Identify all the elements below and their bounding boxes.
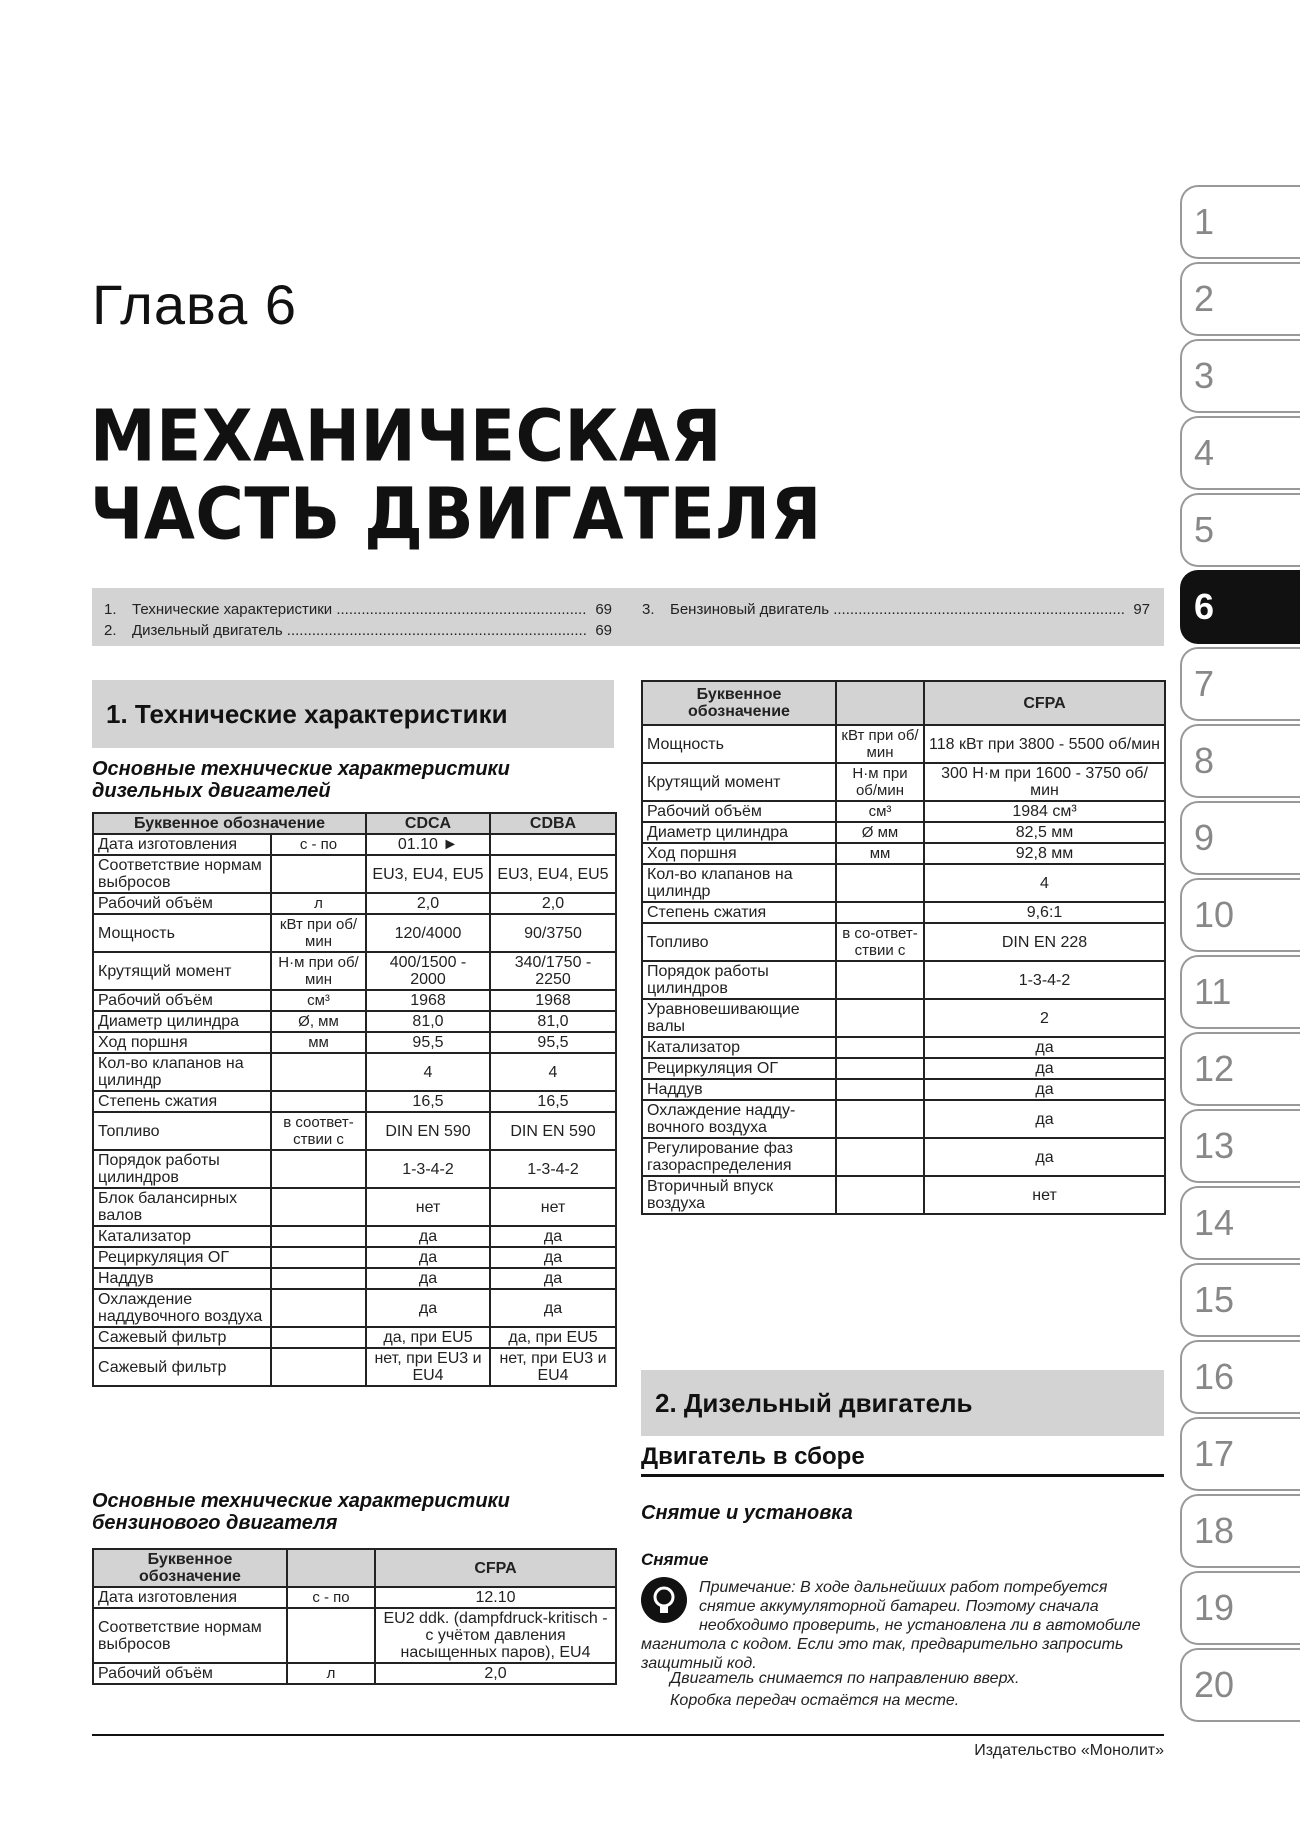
table-row: [93, 1587, 616, 1608]
spec-unit-cell: с - по: [287, 1587, 375, 1608]
spec-unit-cell: [836, 902, 924, 923]
spec-value-cell: 1968: [490, 990, 616, 1011]
spec-unit-cell: [271, 1091, 366, 1112]
spec-unit-cell: [271, 1348, 366, 1386]
table-row: [93, 834, 616, 855]
table-row: [93, 952, 616, 990]
spec-value-cell: 118 кВт при 3800 - 5500 об/мин: [924, 725, 1165, 763]
diesel-specs-table: [92, 812, 617, 1387]
spec-value-cell: 90/3750: [490, 914, 616, 952]
spec-unit-cell: [836, 1037, 924, 1058]
spec-value-cell: 2,0: [375, 1663, 616, 1684]
spec-value-cell: 340/1750 - 2250: [490, 952, 616, 990]
table-header: CDBA: [490, 813, 616, 834]
chapter-tab-1[interactable]: 1: [1180, 185, 1300, 259]
title-line-1: МЕХАНИЧЕСКАЯ: [90, 394, 722, 478]
spec-value-cell: DIN EN 228: [924, 923, 1165, 961]
procedure-title: Снятие и установка: [641, 1502, 853, 1524]
spec-name-cell: Охлаждение наддувочного воздуха: [93, 1289, 271, 1327]
table-row: [93, 1226, 616, 1247]
spec-value-cell: 4: [490, 1053, 616, 1091]
table-header: Буквенное обозначение: [93, 813, 366, 834]
chapter-title: [90, 394, 822, 556]
spec-unit-cell: [271, 1053, 366, 1091]
table-row: [642, 1100, 1165, 1138]
chapter-tab-7[interactable]: 7: [1180, 647, 1300, 721]
spec-value-cell: 16,5: [490, 1091, 616, 1112]
petrol-specs-heading: Основные технические характеристики бензинового двигателя: [92, 1490, 510, 1534]
table-header: [287, 1549, 375, 1587]
instruction-line: Двигатель снимается по направлению вверх.: [670, 1670, 1020, 1687]
petrol-specs-table-2: [641, 680, 1166, 1215]
spec-value-cell: 01.10 ►: [366, 834, 490, 855]
table-row: [93, 893, 616, 914]
spec-name-cell: Сажевый фильтр: [93, 1348, 271, 1386]
spec-unit-cell: Н·м при об/мин: [836, 763, 924, 801]
table-row: [642, 961, 1165, 999]
spec-name-cell: Катализатор: [642, 1037, 836, 1058]
table-row: [93, 1247, 616, 1268]
spec-value-cell: EU3, EU4, EU5: [366, 855, 490, 893]
spec-unit-cell: кВт при об/мин: [271, 914, 366, 952]
toc-page: 69: [595, 622, 612, 639]
spec-name-cell: Топливо: [93, 1112, 271, 1150]
spec-value-cell: 1-3-4-2: [490, 1150, 616, 1188]
spec-value-cell: DIN EN 590: [366, 1112, 490, 1150]
spec-name-cell: Катализатор: [93, 1226, 271, 1247]
chapter-tab-13[interactable]: 13: [1180, 1109, 1300, 1183]
spec-name-cell: Блок балансирных валов: [93, 1188, 271, 1226]
table-header: CFPA: [924, 681, 1165, 725]
toc-num: 2.: [104, 622, 117, 639]
spec-name-cell: Соответствие нормам выбросов: [93, 855, 271, 893]
table-row: [642, 801, 1165, 822]
spec-unit-cell: [836, 1176, 924, 1214]
chapter-tab-4[interactable]: 4: [1180, 416, 1300, 490]
toc-label: Технические характеристики .....: [132, 601, 586, 618]
table-row: [93, 1348, 616, 1386]
spec-value-cell: нет, при EU3 и EU4: [490, 1348, 616, 1386]
spec-name-cell: Вторичный впуск воздуха: [642, 1176, 836, 1214]
chapter-tab-3[interactable]: 3: [1180, 339, 1300, 413]
spec-unit-cell: [836, 961, 924, 999]
section-heading-2: 2. Дизельный двигатель: [641, 1370, 1164, 1436]
spec-unit-cell: [271, 1289, 366, 1327]
lightbulb-icon: [641, 1577, 687, 1623]
spec-name-cell: Кол-во клапанов на цилиндр: [93, 1053, 271, 1091]
spec-unit-cell: в соответ-ствии с: [271, 1112, 366, 1150]
spec-name-cell: Крутящий момент: [642, 763, 836, 801]
title-line-2: ЧАСТЬ ДВИГАТЕЛЯ: [90, 472, 822, 556]
spec-name-cell: Рабочий объём: [93, 990, 271, 1011]
spec-name-cell: Наддув: [642, 1079, 836, 1100]
chapter-tab-2[interactable]: 2: [1180, 262, 1300, 336]
table-row: [93, 914, 616, 952]
spec-name-cell: Порядок работы цилиндров: [93, 1150, 271, 1188]
spec-unit-cell: Н·м при об/мин: [271, 952, 366, 990]
table-row: [642, 902, 1165, 923]
chapter-tab-15[interactable]: 15: [1180, 1263, 1300, 1337]
spec-value-cell: да: [924, 1138, 1165, 1176]
spec-name-cell: Наддув: [93, 1268, 271, 1289]
spec-name-cell: Кол-во клапанов на цилиндр: [642, 864, 836, 902]
spec-value-cell: 92,8 мм: [924, 843, 1165, 864]
spec-value-cell: 1-3-4-2: [924, 961, 1165, 999]
table-row: [93, 1268, 616, 1289]
spec-name-cell: Сажевый фильтр: [93, 1327, 271, 1348]
spec-unit-cell: [836, 1058, 924, 1079]
spec-value-cell: 4: [366, 1053, 490, 1091]
chapter-tab-5[interactable]: 5: [1180, 493, 1300, 567]
spec-unit-cell: [836, 999, 924, 1037]
spec-value-cell: да: [366, 1247, 490, 1268]
spec-name-cell: Ход поршня: [93, 1032, 271, 1053]
spec-unit-cell: в со-ответ-ствии с: [836, 923, 924, 961]
toc-page: 97: [1133, 601, 1150, 618]
spec-value-cell: да: [490, 1289, 616, 1327]
spec-value-cell: 95,5: [366, 1032, 490, 1053]
spec-value-cell: да, при EU5: [490, 1327, 616, 1348]
footer-divider: [92, 1734, 1164, 1736]
spec-unit-cell: [287, 1608, 375, 1663]
table-row: [93, 1327, 616, 1348]
chapter-tab-20[interactable]: 20: [1180, 1648, 1300, 1722]
spec-name-cell: Мощность: [93, 914, 271, 952]
toc-num: 3.: [642, 601, 655, 618]
spec-name-cell: Степень сжатия: [93, 1091, 271, 1112]
table-row: [93, 1112, 616, 1150]
spec-name-cell: Рециркуляция ОГ: [93, 1247, 271, 1268]
table-row: [642, 1058, 1165, 1079]
spec-value-cell: 120/4000: [366, 914, 490, 952]
spec-unit-cell: см³: [271, 990, 366, 1011]
spec-value-cell: да: [366, 1226, 490, 1247]
chapter-tab-17[interactable]: 17: [1180, 1417, 1300, 1491]
spec-value-cell: да: [490, 1226, 616, 1247]
table-row: [642, 864, 1165, 902]
table-row: [642, 999, 1165, 1037]
publisher-footer: Издательство «Монолит»: [974, 1742, 1164, 1759]
spec-name-cell: Порядок работы цилиндров: [642, 961, 836, 999]
spec-value-cell: 1984 см³: [924, 801, 1165, 822]
spec-unit-cell: л: [287, 1663, 375, 1684]
spec-name-cell: Охлаждение надду-вочного воздуха: [642, 1100, 836, 1138]
table-row: [93, 855, 616, 893]
table-row: [93, 1663, 616, 1684]
chapter-tab-6[interactable]: 6: [1180, 570, 1300, 644]
spec-unit-cell: [271, 1188, 366, 1226]
spec-name-cell: Мощность: [642, 725, 836, 763]
spec-value-cell: 2: [924, 999, 1165, 1037]
toc-label: Бензиновый двигатель .....: [670, 601, 1124, 618]
spec-value-cell: да, при EU5: [366, 1327, 490, 1348]
spec-value-cell: нет: [924, 1176, 1165, 1214]
table-header: CDCA: [366, 813, 490, 834]
chapter-tab-8[interactable]: 8: [1180, 724, 1300, 798]
table-row: [642, 1138, 1165, 1176]
chapter-tab-11[interactable]: 11: [1180, 955, 1300, 1029]
table-row: [642, 843, 1165, 864]
toc-num: 1.: [104, 601, 117, 618]
spec-value-cell: 81,0: [490, 1011, 616, 1032]
spec-value-cell: 16,5: [366, 1091, 490, 1112]
chapter-tab-12[interactable]: 12: [1180, 1032, 1300, 1106]
spec-value-cell: да: [490, 1268, 616, 1289]
spec-unit-cell: [271, 855, 366, 893]
spec-name-cell: Уравновешивающие валы: [642, 999, 836, 1037]
toc-label: Дизельный двигатель .....: [132, 622, 586, 639]
spec-value-cell: 82,5 мм: [924, 822, 1165, 843]
chapter-tab-10[interactable]: 10: [1180, 878, 1300, 952]
table-row: [642, 822, 1165, 843]
table-row: [93, 1608, 616, 1663]
spec-value-cell: EU2 ddk. (dampfdruck-kritisch - с учётом давления насыщенных паров), EU4: [375, 1608, 616, 1663]
table-row: [93, 1053, 616, 1091]
toc-page: 69: [595, 601, 612, 618]
spec-name-cell: Соответствие нормам выбросов: [93, 1608, 287, 1663]
toc-item[interactable]: [104, 598, 612, 618]
spec-value-cell: 400/1500 - 2000: [366, 952, 490, 990]
table-of-contents: [92, 588, 1164, 646]
spec-unit-cell: кВт при об/мин: [836, 725, 924, 763]
table-row: [93, 1032, 616, 1053]
diesel-specs-heading: Основные технические характеристики дизельных двигателей: [92, 758, 510, 802]
spec-name-cell: Рабочий объём: [93, 1663, 287, 1684]
table-row: [93, 990, 616, 1011]
spec-value-cell: [490, 834, 616, 855]
chapter-tab-14[interactable]: 14: [1180, 1186, 1300, 1260]
spec-unit-cell: [271, 1150, 366, 1188]
spec-unit-cell: [836, 1138, 924, 1176]
spec-value-cell: 2,0: [366, 893, 490, 914]
spec-value-cell: 1968: [366, 990, 490, 1011]
table-row: [93, 1289, 616, 1327]
spec-value-cell: 95,5: [490, 1032, 616, 1053]
spec-value-cell: нет, при EU3 и EU4: [366, 1348, 490, 1386]
table-row: [93, 1011, 616, 1032]
spec-unit-cell: см³: [836, 801, 924, 822]
spec-unit-cell: мм: [836, 843, 924, 864]
spec-name-cell: Диаметр цилиндра: [93, 1011, 271, 1032]
spec-unit-cell: [271, 1268, 366, 1289]
spec-value-cell: 300 Н·м при 1600 - 3750 об/мин: [924, 763, 1165, 801]
spec-unit-cell: с - по: [271, 834, 366, 855]
chapter-tab-16[interactable]: 16: [1180, 1340, 1300, 1414]
spec-value-cell: нет: [366, 1188, 490, 1226]
instruction-line: Коробка передач остаётся на месте.: [670, 1692, 960, 1709]
spec-value-cell: да: [924, 1079, 1165, 1100]
table-header: [836, 681, 924, 725]
note-text: Примечание: В ходе дальнейших работ потребуется снятие аккумуляторной батареи. Поэтому сначала необходимо проверить, не установлена ли в автомобиле магнитола с кодом. Если это так, предварительно запросить защитный код.: [641, 1579, 1141, 1672]
spec-value-cell: 2,0: [490, 893, 616, 914]
spec-value-cell: EU3, EU4, EU5: [490, 855, 616, 893]
spec-value-cell: да: [924, 1058, 1165, 1079]
section-heading-1: 1. Технические характеристики: [92, 680, 614, 748]
table-row: [642, 1176, 1165, 1214]
chapter-tab-9[interactable]: 9: [1180, 801, 1300, 875]
chapter-tab-19[interactable]: 19: [1180, 1571, 1300, 1645]
toc-item[interactable]: [104, 619, 612, 639]
spec-unit-cell: Ø мм: [836, 822, 924, 843]
spec-name-cell: Регулирование фаз газораспределения: [642, 1138, 836, 1176]
spec-value-cell: 4: [924, 864, 1165, 902]
spec-name-cell: Топливо: [642, 923, 836, 961]
spec-value-cell: да: [924, 1100, 1165, 1138]
spec-name-cell: Степень сжатия: [642, 902, 836, 923]
table-header: CFPA: [375, 1549, 616, 1587]
note-block: [641, 1578, 1164, 1673]
spec-name-cell: Дата изготовления: [93, 834, 271, 855]
spec-unit-cell: [836, 1100, 924, 1138]
table-row: [642, 1037, 1165, 1058]
table-header: Буквенное обозначение: [93, 1549, 287, 1587]
spec-name-cell: Рабочий объём: [642, 801, 836, 822]
table-header: Буквенное обозначение: [642, 681, 836, 725]
spec-unit-cell: [271, 1327, 366, 1348]
spec-name-cell: Рециркуляция ОГ: [642, 1058, 836, 1079]
spec-value-cell: 81,0: [366, 1011, 490, 1032]
spec-unit-cell: [271, 1226, 366, 1247]
spec-unit-cell: [271, 1247, 366, 1268]
spec-name-cell: Дата изготовления: [93, 1587, 287, 1608]
spec-value-cell: да: [490, 1247, 616, 1268]
spec-unit-cell: л: [271, 893, 366, 914]
spec-unit-cell: мм: [271, 1032, 366, 1053]
step-title: Снятие: [641, 1550, 709, 1569]
spec-unit-cell: [836, 1079, 924, 1100]
spec-value-cell: да: [366, 1289, 490, 1327]
subsection-title: Двигатель в сборе: [641, 1443, 1164, 1477]
spec-value-cell: 12.10: [375, 1587, 616, 1608]
table-row: [93, 1150, 616, 1188]
spec-name-cell: Крутящий момент: [93, 952, 271, 990]
spec-name-cell: Диаметр цилиндра: [642, 822, 836, 843]
table-row: [642, 923, 1165, 961]
petrol-specs-table-1: [92, 1548, 617, 1685]
table-row: [642, 725, 1165, 763]
spec-value-cell: 1-3-4-2: [366, 1150, 490, 1188]
spec-value-cell: да: [924, 1037, 1165, 1058]
table-row: [642, 763, 1165, 801]
spec-value-cell: 9,6:1: [924, 902, 1165, 923]
chapter-label: Глава 6: [92, 273, 297, 336]
spec-value-cell: да: [366, 1268, 490, 1289]
spec-unit-cell: [836, 864, 924, 902]
spec-value-cell: нет: [490, 1188, 616, 1226]
spec-unit-cell: Ø, мм: [271, 1011, 366, 1032]
toc-item[interactable]: [642, 598, 1150, 618]
chapter-tab-18[interactable]: 18: [1180, 1494, 1300, 1568]
table-row: [642, 1079, 1165, 1100]
spec-value-cell: DIN EN 590: [490, 1112, 616, 1150]
spec-name-cell: Рабочий объём: [93, 893, 271, 914]
table-row: [93, 1091, 616, 1112]
spec-name-cell: Ход поршня: [642, 843, 836, 864]
table-row: [93, 1188, 616, 1226]
